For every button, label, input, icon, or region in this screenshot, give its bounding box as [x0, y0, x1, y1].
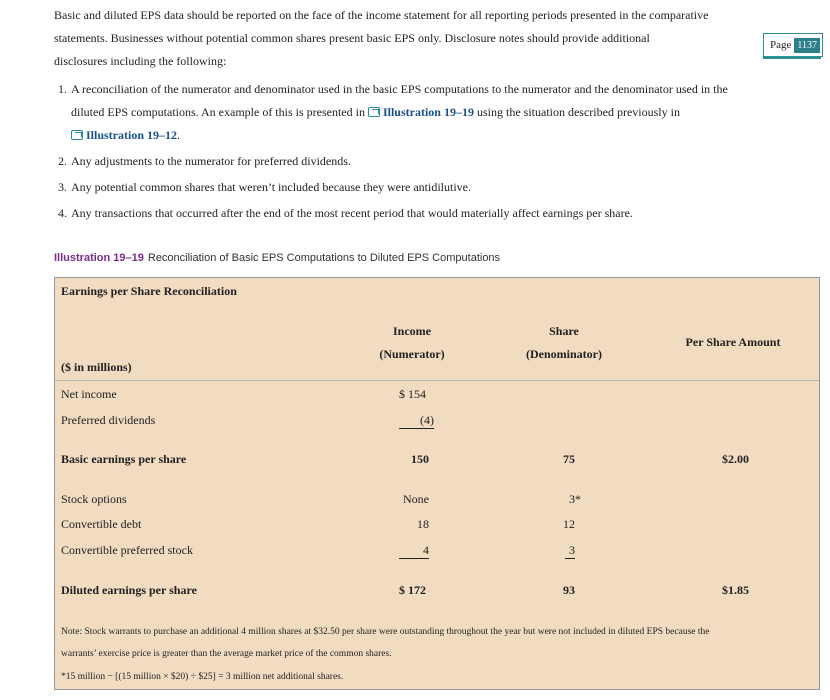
intro-line-2: statements. Businesses without potential common shares present basic EPS only. Disclosure notes should provide additional [54, 31, 650, 45]
page-badge-label: Page [770, 39, 792, 51]
header-income: Income [393, 324, 431, 338]
list-number: 4. [58, 206, 67, 220]
list-text: Any potential common shares that weren’t included because they were antidilutive. [71, 180, 471, 194]
illustration-19-19-link-text: Illustration 19–19 [382, 105, 474, 119]
header-numerator: (Numerator) [379, 347, 445, 361]
row-label-net-income: Net income [61, 387, 117, 401]
illustration-19-19-link[interactable] [368, 105, 474, 119]
list-text: Any transactions that occurred after the end of the most recent period that would materially affect earnings per share. [71, 206, 633, 220]
list-number: 1. [58, 82, 67, 96]
caption-label: Illustration 19–19 [54, 252, 144, 264]
convertible-preferred-income: 4 [399, 543, 429, 559]
list-item-1-line-3 [71, 124, 808, 147]
page-badge [763, 33, 823, 57]
header-per-share-amount: Per Share Amount [685, 335, 781, 349]
list-number: 3. [58, 180, 67, 194]
header-divider [55, 380, 819, 381]
header-denominator: (Denominator) [526, 347, 602, 361]
row-label-stock-options: Stock options [61, 492, 127, 506]
row-label-basic-eps: Basic earnings per share [61, 452, 187, 466]
stock-options-income: None [403, 492, 429, 506]
list-text-d: . [177, 128, 181, 142]
basic-eps-value: $2.00 [722, 452, 749, 466]
list-text-c: using the situation described previously in [476, 105, 680, 119]
diluted-eps-value: $1.85 [722, 583, 749, 597]
page-badge-underline [763, 57, 821, 59]
row-label-preferred-dividends: Preferred dividends [61, 413, 156, 427]
header-units: ($ in millions) [61, 360, 132, 374]
illustration-19-12-link-text: Illustration 19–12 [86, 128, 178, 142]
convertible-debt-shares: 12 [563, 517, 575, 531]
list-text-b: diluted EPS computations. An example of this is presented in [71, 105, 365, 119]
convertible-preferred-shares: 3 [565, 543, 575, 559]
external-link-icon [368, 107, 380, 117]
row-label-diluted-eps: Diluted earnings per share [61, 583, 197, 597]
caption-title: Reconciliation of Basic EPS Computations to Diluted EPS Computations [147, 252, 501, 264]
intro-line-1: Basic and diluted EPS data should be reported on the face of the income statement for all reporting periods presented in the comparative [54, 8, 709, 22]
table-title: Earnings per Share Reconciliation [61, 284, 237, 298]
preferred-dividends-value: (4) [399, 413, 434, 429]
intro-line-3: disclosures including the following: [54, 54, 227, 68]
list-item-1-line-2 [71, 101, 808, 124]
net-income-value: $ 154 [399, 387, 426, 401]
header-share: Share [549, 324, 579, 338]
table-note-line-2: warrants’ exercise price is greater than the average market price of the common shares. [61, 649, 392, 659]
illustration-19-12-link[interactable] [71, 128, 177, 142]
stock-options-shares: 3* [569, 492, 581, 506]
list-number: 2. [58, 154, 67, 168]
page-badge-number: 1137 [794, 38, 820, 53]
row-label-convertible-debt: Convertible debt [61, 517, 142, 531]
table-note-line-1: Note: Stock warrants to purchase an additional 4 million shares at $32.50 per share were outstanding throughout the year but were not included in diluted EPS because the [61, 627, 710, 637]
diluted-shares-value: 93 [563, 583, 575, 597]
list-text-a: A reconciliation of the numerator and denominator used in the basic EPS computations to the numerator and the denominator used in the [71, 82, 728, 96]
row-label-convertible-preferred: Convertible preferred stock [61, 543, 193, 557]
list-text: Any adjustments to the numerator for preferred dividends. [71, 154, 351, 168]
diluted-income-value: $ 172 [399, 583, 426, 597]
external-link-icon [71, 130, 83, 140]
convertible-debt-income: 18 [417, 517, 429, 531]
table-footnote: *15 million − [(15 million × $20) ÷ $25] = 3 million net additional shares. [61, 672, 344, 682]
illustration-caption [54, 252, 500, 264]
basic-shares-value: 75 [563, 452, 575, 466]
basic-income-value: 150 [411, 452, 429, 466]
